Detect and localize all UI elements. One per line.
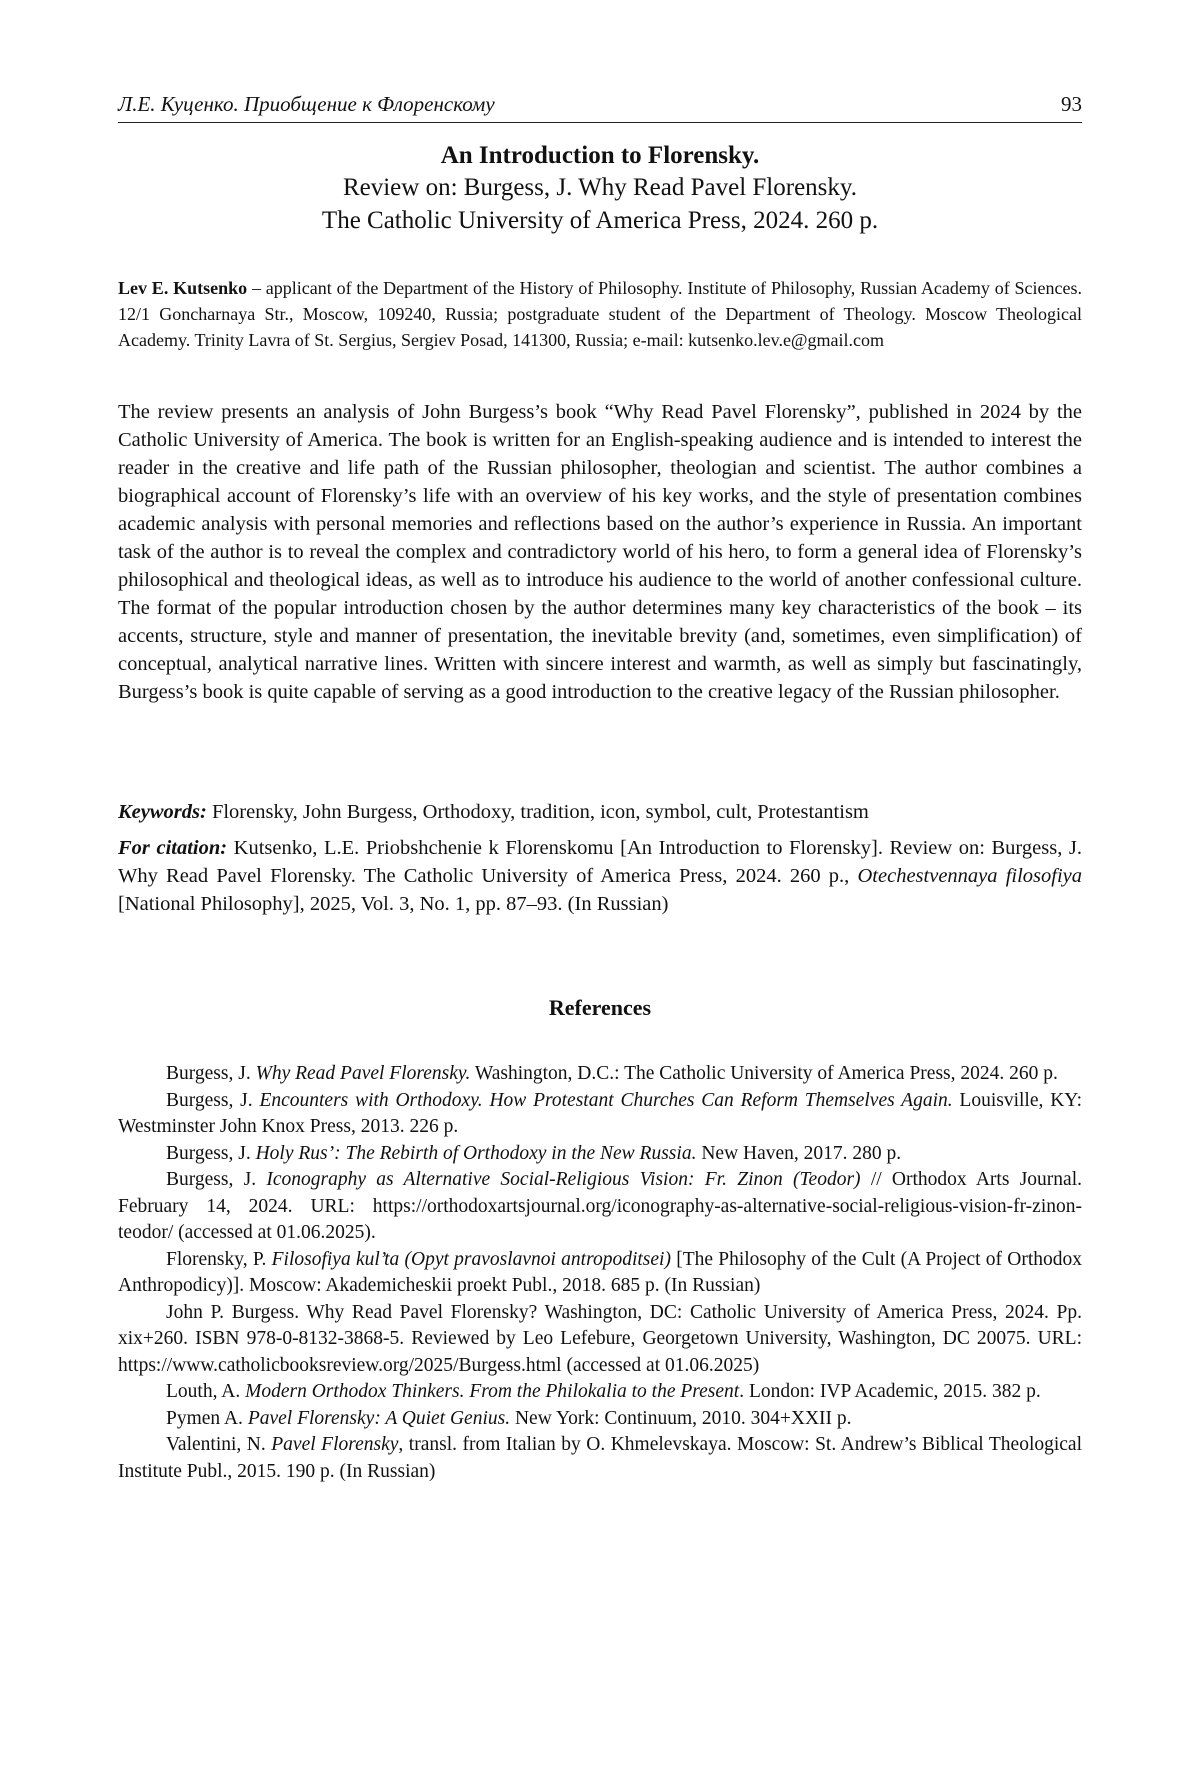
references-heading: References: [548, 995, 652, 1020]
reference-author: Burgess, J.: [166, 1063, 256, 1084]
author-info: [118, 275, 1082, 353]
title-publisher-line: The Catholic University of America Press, 2024. 260 p.: [321, 207, 879, 234]
running-head-title: Л.Е. Куценко. Приобщение к Флоренскому: [118, 92, 495, 116]
citation-journal: Otechestvennaya filosofiya: [857, 865, 1083, 887]
references-list: [118, 1061, 1082, 1485]
reference-item: [118, 1088, 1082, 1141]
author-name: Lev E. Kutsenko: [118, 278, 248, 298]
reference-item: [118, 1061, 1082, 1088]
keywords: [118, 798, 1082, 826]
reference-details: New York: Continuum, 2010. 304+XXII p.: [510, 1407, 852, 1429]
reference-title: Iconography as Alternative Social-Religious Vision: Fr. Zinon (Teodor): [266, 1169, 861, 1190]
reference-item: [118, 1406, 1082, 1433]
citation-label: For citation:: [118, 837, 228, 859]
reference-author: Valentini, N.: [166, 1434, 272, 1455]
article-title: [118, 140, 1082, 237]
reference-title: Why Read Pavel Florensky.: [255, 1063, 471, 1084]
reference-author: Burgess, J.: [166, 1169, 267, 1190]
keywords-label: Keywords:: [118, 801, 207, 823]
keywords-text: Florensky, John Burgess, Orthodoxy, tradition, icon, symbol, cult, Protestantism: [206, 801, 869, 823]
reference-title: Encounters with Orthodoxy. How Protestant Churches Can Reform Themselves Again.: [259, 1089, 953, 1111]
reference-details: , transl. from Italian by O. Khmelevskaya. Moscow: St. Andrew’s Biblical Theological Institute Publ., 2015. 190 p. (In Russian): [118, 1434, 1083, 1482]
reference-details: [The Philosophy of the Cult (A Project of Orthodox Anthropodicy)]. Moscow: Akademicheskii proekt Publ., 2018. 685 p. (In Russian): [118, 1248, 1082, 1296]
running-head: [118, 92, 1082, 123]
reference-item: [118, 1300, 1082, 1380]
reference-title: Modern Orthodox Thinkers. From the Philokalia to the Present: [245, 1381, 740, 1402]
title-main: An Introduction to Florensky.: [440, 142, 760, 169]
reference-details: Washington, D.C.: The Catholic University of America Press, 2024. 260 p.: [470, 1063, 1058, 1084]
reference-item: [118, 1247, 1082, 1300]
reference-item: [118, 1432, 1082, 1485]
reference-author: Florensky, P.: [166, 1248, 272, 1270]
reference-title: Holy Rus’: The Rebirth of Orthodoxy in the New Russia.: [255, 1142, 697, 1164]
reference-details: Louisville, KY: Westminster John Knox Press, 2013. 226 p.: [118, 1089, 1082, 1137]
reference-author: Louth, A.: [166, 1381, 246, 1402]
title-review-line: Review on: Burgess, J. Why Read Pavel Florensky.: [342, 174, 858, 201]
reference-item: [118, 1379, 1082, 1406]
reference-details: New Haven, 2017. 280 p.: [696, 1142, 902, 1164]
reference-item: [118, 1167, 1082, 1247]
reference-item: [118, 1141, 1082, 1168]
page-number: 93: [1061, 92, 1082, 116]
citation: [118, 834, 1082, 918]
reference-details: . London: IVP Academic, 2015. 382 p.: [739, 1381, 1041, 1402]
reference-title: Pavel Florensky: A Quiet Genius.: [247, 1407, 511, 1429]
citation-text: Kutsenko, L.E. Priobshchenie k Florenskomu [An Introduction to Florensky]. Review on: Burgess, J. Why Read Pavel Florensky. The Catholic University of America Press, 2024. 260 p.,: [118, 837, 1082, 887]
reference-author: John P. Burgess. Why Read Pavel Florensky? Washington, DC: Catholic University of America Press, 2024. Pp. xix+260. ISBN 978-0-8132-3868-5. Reviewed by Leo Lefebure, Georgetown University, Washington, DC 20075. URL: https://www.catholicbooksreview.org/2025/Burgess.html (accessed at 01.06.2025): [118, 1301, 1082, 1376]
reference-title: Filosofiya kul’ta (Opyt pravoslavnoi antropoditsei): [271, 1248, 671, 1270]
author-details: – applicant of the Department of the History of Philosophy. Institute of Philosophy, Russian Academy of Sciences. 12/1 Goncharnaya Str., Moscow, 109240, Russia; postgraduate student of the Department of Theology. Moscow Theological Academy. Trinity Lavra of St. Sergius, Sergiev Posad, 141300, Russia; e-mail: kutsenko.lev.e@gmail.com: [118, 278, 1082, 350]
abstract: The review presents an analysis of John Burgess’s book “Why Read Pavel Florensky”, published in 2024 by the Catholic University of America. The book is written for an English-speaking audience and is intended to interest the reader in the creative and life path of the Russian philosopher, theologian and scientist. The author combines a biographical account of Florensky’s life with an overview of his key works, and the style of presentation combines academic analysis with personal memories and reflections based on the author’s experience in Russia. An important task of the author is to reveal the complex and contradictory world of his hero, to form a general idea of Florensky’s philosophical and theological ideas, as well as to introduce his audience to the world of another confessional culture. The format of the popular introduction chosen by the author determines many key characteristics of the book – its accents, structure, style and manner of presentation, the inevitable brevity (and, sometimes, even simplification) of conceptual, analytical narrative lines. Written with sincere interest and warmth, as well as simply but fascinatingly, Burgess’s book is quite capable of serving as a good introduction to the creative legacy of the Russian philosopher.: [118, 401, 1082, 703]
reference-details: // Orthodox Arts Journal. February 14, 2024. URL: https://orthodoxartsjournal.org/iconography-as-alternative-social-religious-vision-fr-zinon-teodor/ (accessed at 01.06.2025).: [118, 1169, 1082, 1243]
citation-text-end: [National Philosophy], 2025, Vol. 3, No. 1, pp. 87–93. (In Russian): [118, 893, 669, 915]
reference-author: Burgess, J.: [166, 1089, 260, 1111]
reference-title: Pavel Florensky: [271, 1434, 399, 1455]
reference-author: Pymen A.: [166, 1407, 248, 1429]
reference-author: Burgess, J.: [166, 1142, 256, 1164]
